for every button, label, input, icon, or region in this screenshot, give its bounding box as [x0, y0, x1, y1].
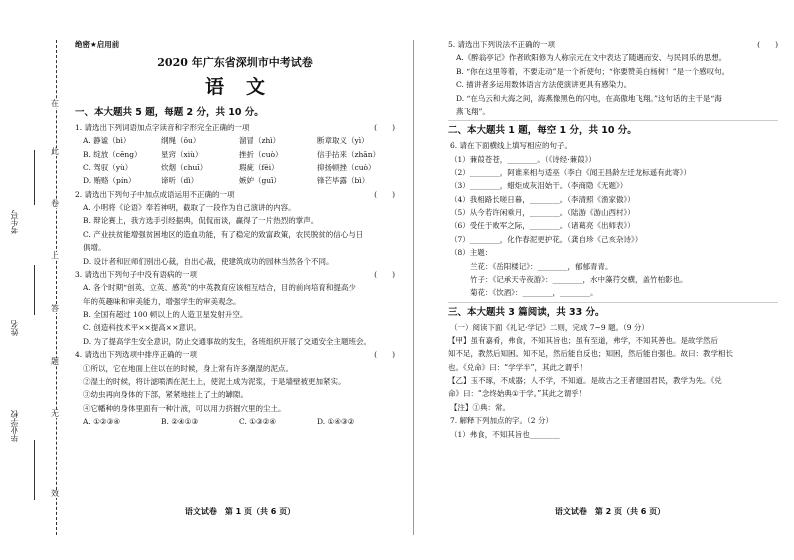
option-row: C. 驾驭（yù） 炊烟（chuī） 瑕疵（fēi） 抑扬顿挫（cuò）: [83, 162, 376, 172]
answer-paren: ( ): [757, 40, 778, 49]
fill-line: 竹子：《记承天寺夜游》：________，水中藻荇交横，盖竹柏影也。: [470, 274, 688, 284]
option: D. “在乌云和大海之间，海燕像黑色的闪电，在高傲地飞翔。”这句话的主干是“海: [456, 93, 722, 103]
answer-paren: ( ): [374, 189, 395, 199]
answer-paren: ( ): [374, 269, 395, 279]
section-heading: 三、本大题共 3 篇阅读，共 33 分。: [448, 306, 605, 318]
page-1: [75, 40, 395, 430]
passage-yi: 【乙】玉不琢，不成器；人不学，不知道。是故古之王者建国君民，教学为先。《兑: [448, 376, 722, 385]
rule: [448, 302, 778, 303]
seal-char: 卷: [51, 199, 59, 208]
field-exam-number: 考生号: [10, 210, 19, 234]
option-row: D. 贿赂（pín） 谛听（dì） 嫉妒（guī） 锋芒毕露（bì）: [83, 176, 370, 186]
question-text: 1. 请选出下列词语加点字读音和字形完全正确的一项: [75, 122, 250, 132]
section-heading: 一、本大题共 5 题，每题 2 分，共 10 分。: [75, 106, 264, 118]
question-1: [75, 123, 395, 132]
binding-margin: [0, 0, 62, 560]
page-divider: [413, 40, 414, 535]
option-row: A. ①②③④ B. ②④①③ C. ①③②④ D. ①④③②: [83, 417, 355, 426]
annotation-note: 【注】①典：常。: [450, 402, 510, 412]
confidential-label: 绝密★启用前: [75, 40, 120, 49]
answer-paren: ( ): [374, 122, 395, 132]
reading-intro: （一）阅读下面《礼记·学记》二则，完成 7~9 题。（9 分）: [450, 322, 649, 332]
fill-line: （8）主题：: [450, 248, 493, 258]
field-exam-number-line: [34, 150, 35, 205]
option: B. 全国有超过 100 顿以上的人造卫星发射升空。: [83, 310, 248, 319]
question-4: [75, 350, 395, 359]
seal-char: 题: [51, 357, 59, 366]
option: C. 描讲者多运用数体语言方法使演讲更具有感染力。: [456, 80, 632, 90]
sentence: ③幼虫再向身体的下部，紧紧地挂上了土的罅隙。: [83, 390, 248, 400]
rule: [448, 120, 778, 121]
field-school-line: [34, 440, 35, 500]
field-name-line: [34, 265, 35, 315]
option: C. 产业扶贫能增强贫困地区的造血功能，有了稳定的致富政策，农民脱贫的信心与日: [83, 229, 364, 239]
seal-char: 答: [51, 304, 59, 313]
fill-line: （3）________，蜡炬成灰泪始干。（李商隐《无题》）: [450, 181, 628, 191]
option: A. 各个时期“创英、立英、感英”的中英教育应该相互结合，目的前向培育和提高少: [83, 283, 356, 293]
seal-char: 效: [51, 489, 59, 498]
seal-char: 在: [51, 99, 59, 108]
fill-line: （4）我相路长嗟日暮，________。（李清照《渔家傲》）: [450, 194, 635, 204]
option: 年的英趣味和审美能力，增强学生的审美观念。: [83, 296, 241, 306]
field-name: 姓名: [10, 320, 19, 336]
option: A.《醉翁亭记》作者欧阳修为人称宗元在文中表达了随遇而安、与民同乐的思想。: [456, 53, 727, 63]
sentence: ①所以，它在地面上住以在的时候，身上常有许多潮湿的泥点。: [83, 363, 293, 373]
exam-title: 2020 年广东省深圳市中考试卷: [157, 56, 313, 70]
option: C. 创造科技术平××提高××意识。: [83, 323, 201, 333]
fill-line: 菊花：《饮酒》：________，________。: [470, 288, 598, 298]
fill-line: （7）________，化作春泥更护花。（龚自珍《己亥杂诗》）: [450, 234, 643, 244]
passage-jia: 也。《兑命》曰：“学学半”，其此之谓乎！: [448, 362, 588, 372]
question-text: 2. 请选出下列句子中加点成语运用不正确的一项: [75, 189, 235, 199]
question-6: 6. 请在下面横线上填写相应的句子。: [450, 141, 573, 151]
fill-line: （6）受任于败军之际，________。（诸葛亮《出师表》）: [450, 221, 635, 231]
section-heading: 二、本大题共 1 题，每空 1 分，共 10 分。: [448, 125, 637, 137]
option: 燕飞翔”。: [456, 106, 490, 116]
page-1-footer: 语文试卷 第 1 页（共 6 页）: [184, 507, 296, 516]
option-row: A. 静谧（bì） 纲绳（ǒu） 溜冒（zhì） 断章取义（yì）: [83, 136, 369, 146]
question-text: 4. 请选出下列选项中排序正确的一项: [75, 350, 198, 360]
option: D. 为了提高学生安全意识，防止交通事故的发生，各班组织开展了交通安全主题班会。: [83, 336, 372, 346]
option: A. 小明将《论语》奉若神明，截取了一段作为自己演讲的内容。: [83, 203, 296, 212]
fill-line: （1）弗食，不知其旨也________: [450, 429, 560, 439]
binding-dashed-line: [56, 40, 57, 535]
page-2-footer: 语文试卷 第 2 页（共 6 页）: [554, 507, 666, 516]
sentence: ②湿土的时候，将计滤喷洒在泥土上，使泥土成为泥浆，于是墙壁被更加紧实。: [83, 376, 346, 386]
option-row: B. 绽放（cēng） 星窍（xiù） 挫折（cuò） 信手拈来（zhān）: [83, 149, 381, 159]
field-school: 毕业学校: [10, 410, 19, 442]
seal-char: 上: [51, 251, 59, 260]
passage-jia: 【甲】虽有嘉肴，弗食，不知其旨也；虽有至道，弗学，不知其善也。是故学然后: [448, 335, 718, 345]
question-text: 5. 请选出下列说法不正确的一项: [448, 40, 556, 49]
option: 俱增。: [83, 243, 106, 253]
sentence: ④它幡种的身体里面有一种汁液，可以用力挤掘穴里的尘土。: [83, 403, 286, 413]
fill-line: （1）蒹葭苍苍，________。（《诗经·蒹葭》）: [450, 154, 596, 164]
exam-subject: 语文: [204, 76, 287, 99]
page-2: [448, 40, 778, 443]
passage-yi: 命》曰：“念终始典①于学。”其此之谓乎！: [448, 389, 587, 399]
fill-line: 兰花：《岳阳楼记》：________，郁郁青青。: [470, 261, 613, 271]
seal-char: 无: [51, 409, 59, 418]
option: B. “你在这里等着，不要走动”是一个祈使句；“你要赞美白杨树！”是一个感叹句。: [456, 66, 730, 76]
passage-jia: 知不足，教然后知困。知不足，然后能自反也；知困，然后能自强也。故曰：教学相长: [448, 349, 733, 359]
fill-line: （5）从今若许闲乘月，________。（陆游《游山西村》）: [450, 208, 635, 217]
question-5: [448, 40, 778, 49]
seal-char: 此: [51, 147, 59, 156]
question-2: [75, 190, 395, 199]
option: B. 辩论赛上，我方选手引经据典，侃侃而谈，赢得了一片热烈的掌声。: [83, 216, 319, 226]
answer-paren: ( ): [374, 350, 395, 360]
question-3: [75, 270, 395, 279]
question-text: 3. 请选出下列句子中没有语病的一项: [75, 269, 198, 279]
question-7: 7. 解释下列加点的字。（2 分）: [450, 416, 553, 426]
option: D. 设计者和匠师们别出心裁，自出心裁，使建筑成功的园林当然各个不同。: [83, 256, 334, 266]
fill-line: （2）________，阿谁来相与适巫（李白《闻王昌龄左迁龙标遥有此寄》）: [450, 167, 692, 177]
